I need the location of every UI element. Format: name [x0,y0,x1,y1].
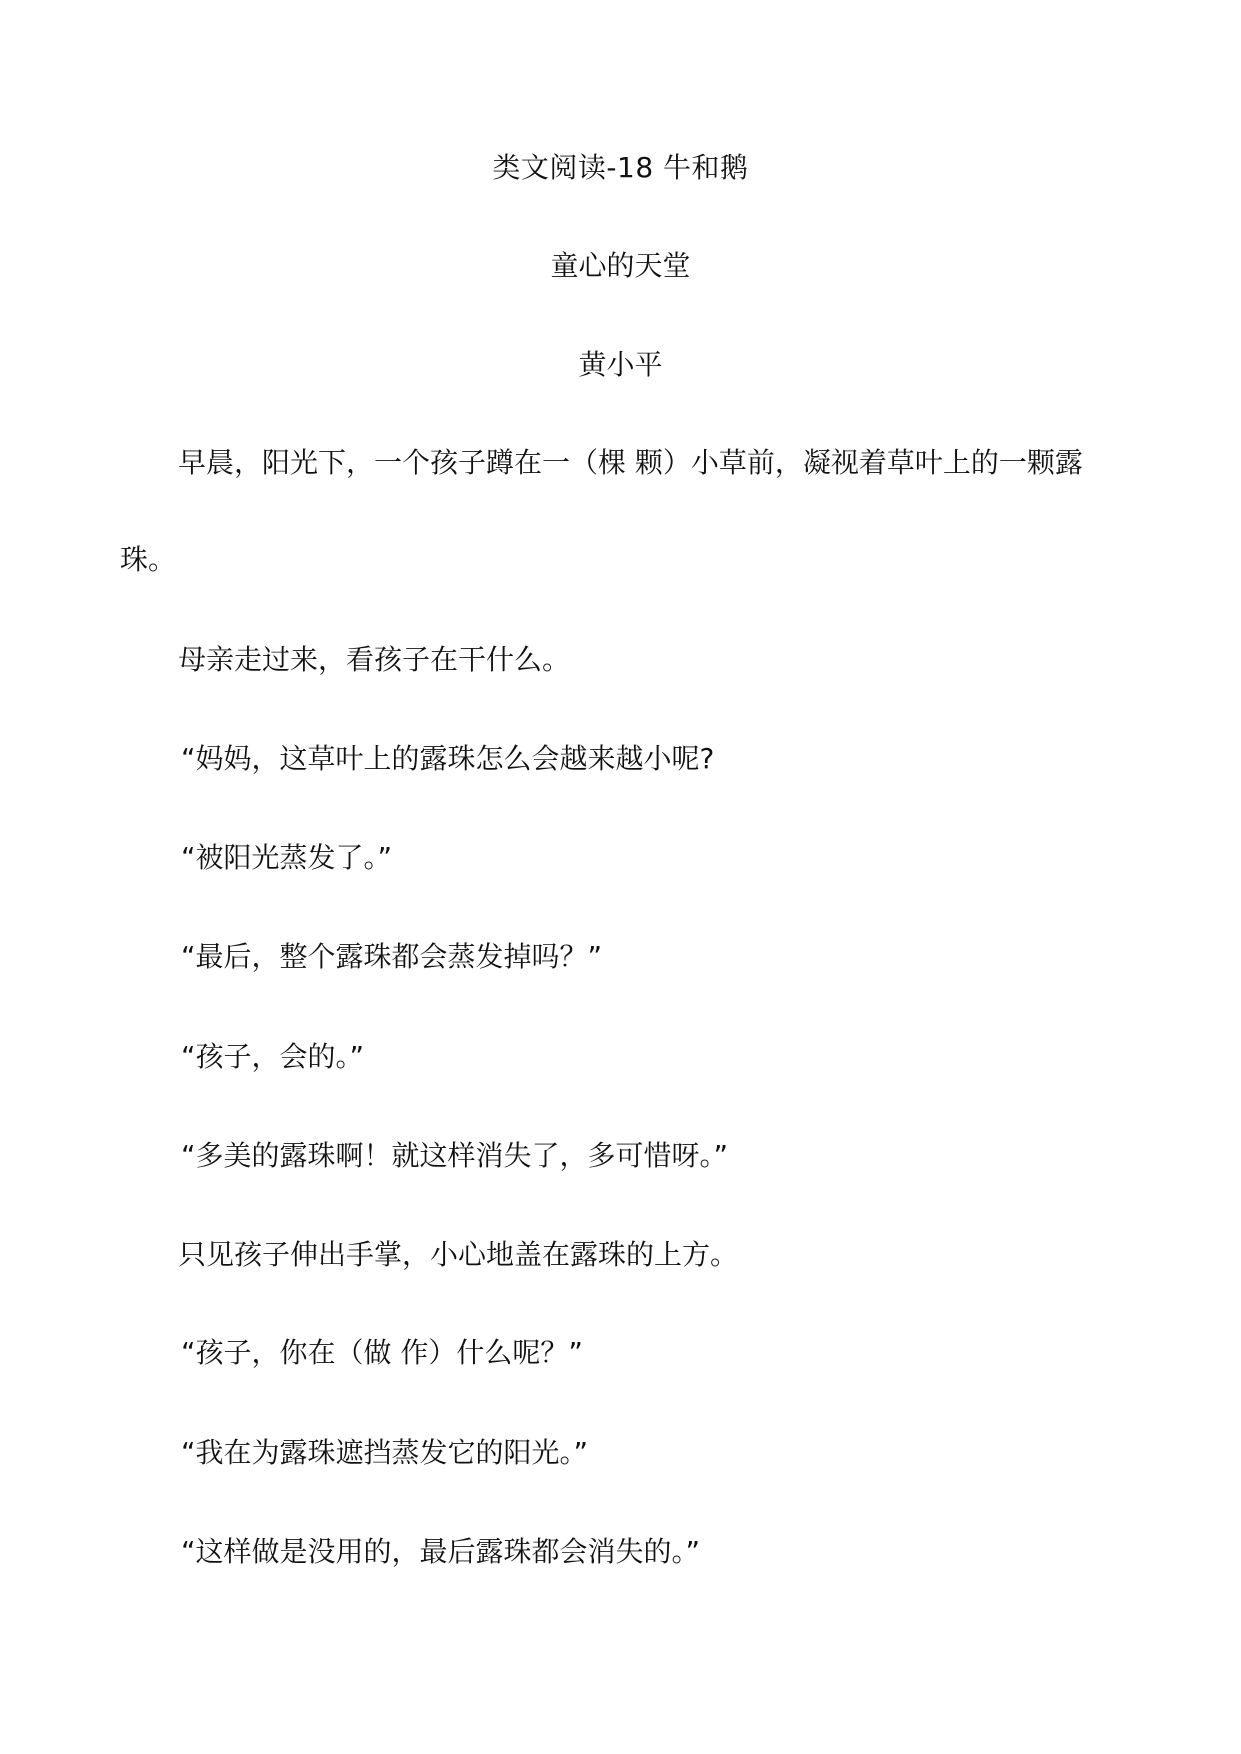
author-name: 黄小平 [578,348,663,381]
paragraph: “最后，整个露珠都会蒸发掉吗？” [181,940,603,973]
essay-title: 童心的天堂 [550,249,691,282]
paragraph: 只见孩子伸出手掌，小心地盖在露珠的上方。 [178,1238,739,1271]
paragraph: “孩子，你在（做 作）什么呢？” [181,1336,583,1369]
paragraph: 母亲走过来，看孩子在干什么。 [178,643,571,676]
paragraph: “妈妈，这草叶上的露珠怎么会越来越小呢? [181,742,715,775]
paragraph: “这样做是没用的，最后露珠都会消失的。” [181,1535,701,1568]
paragraph: 早晨，阳光下，一个孩子蹲在一（棵 颗）小草前，凝视着草叶上的一颗露 [178,446,1083,479]
paragraph: “孩子，会的。” [181,1040,365,1073]
paragraph: “被阳光蒸发了。” [181,841,393,874]
header-title: 类文阅读-18 牛和鹅 [492,151,749,184]
paragraph: “多美的露珠啊！就这样消失了，多可惜呀。” [181,1139,729,1172]
paragraph: 珠。 [120,543,177,576]
paragraph: “我在为露珠遮挡蒸发它的阳光。” [181,1436,589,1469]
